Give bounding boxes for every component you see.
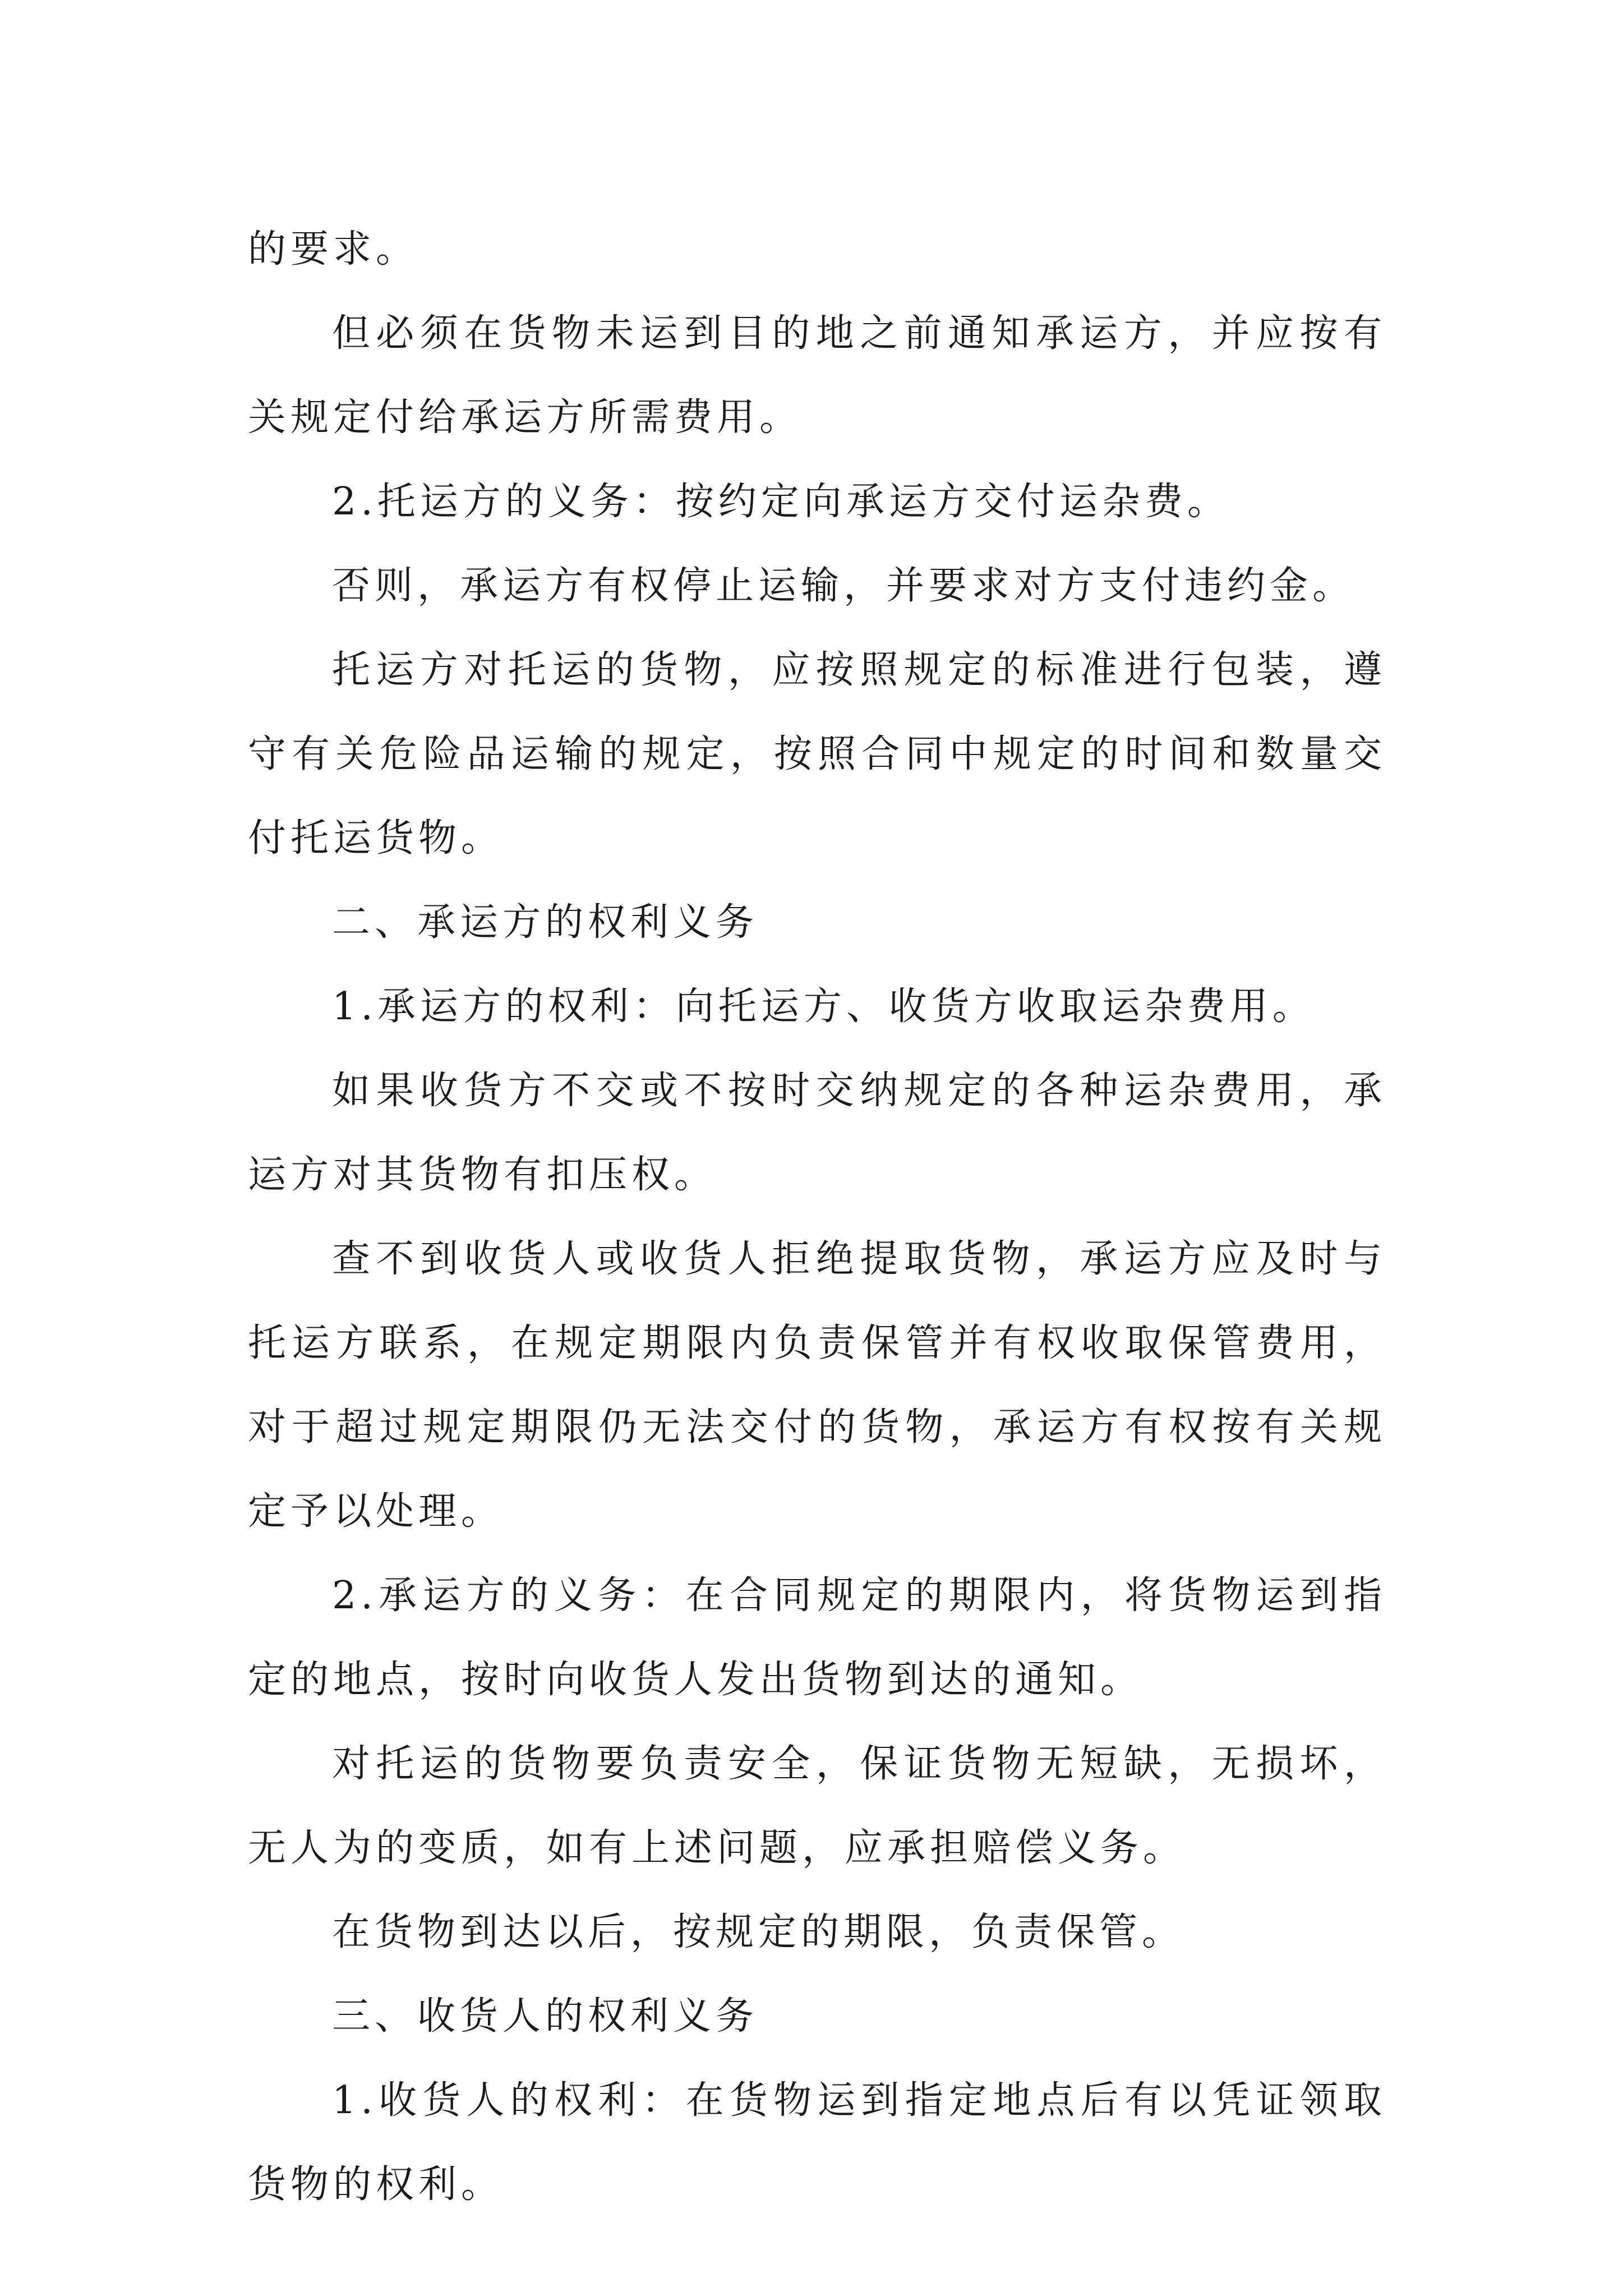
paragraph: 托运方对托运的货物，应按照规定的标准进行包装，遵守有关危险品运输的规定，按照合同中规定的时间和数量交付托运货物。 <box>248 648 1386 861</box>
paragraph: 2.承运方的义务：在合同规定的期限内，将货物运到指定的地点，按时向收货人发出货物到达的通知。 <box>248 1573 1386 1702</box>
section-heading: 二、承运方的权利义务 <box>332 900 759 945</box>
section-heading: 三、收货人的权利义务 <box>332 1994 759 2039</box>
paragraph: 2.托运方的义务：按约定向承运方交付运杂费。 <box>332 480 1230 524</box>
paragraph: 否则，承运方有权停止运输，并要求对方支付违约金。 <box>332 564 1355 608</box>
document-body <box>248 208 1386 2227</box>
paragraph: 对托运的货物要负责安全，保证货物无短缺，无损坏，无人为的变质，如有上述问题，应承担赔偿义务。 <box>248 1742 1386 1870</box>
paragraph-continuation: 的要求。 <box>248 227 419 272</box>
paragraph: 查不到收货人或收货人拒绝提取货物，承运方应及时与托运方联系，在规定期限内负责保管并有权收取保管费用，对于超过规定期限仍无法交付的货物，承运方有权按有关规定予以处理。 <box>248 1237 1386 1534</box>
paragraph: 在货物到达以后，按规定的期限，负责保管。 <box>332 1910 1185 1954</box>
paragraph: 但必须在货物未运到目的地之前通知承运方，并应按有关规定付给承运方所需费用。 <box>248 311 1386 440</box>
paragraph: 如果收货方不交或不按时交纳规定的各种运杂费用，承运方对其货物有扣压权。 <box>248 1069 1386 1197</box>
paragraph: 1.承运方的权利：向托运方、收货方收取运杂费用。 <box>332 984 1315 1029</box>
paragraph: 1.收货人的权利：在货物运到指定地点后有以凭证领取货物的权利。 <box>248 2078 1386 2207</box>
